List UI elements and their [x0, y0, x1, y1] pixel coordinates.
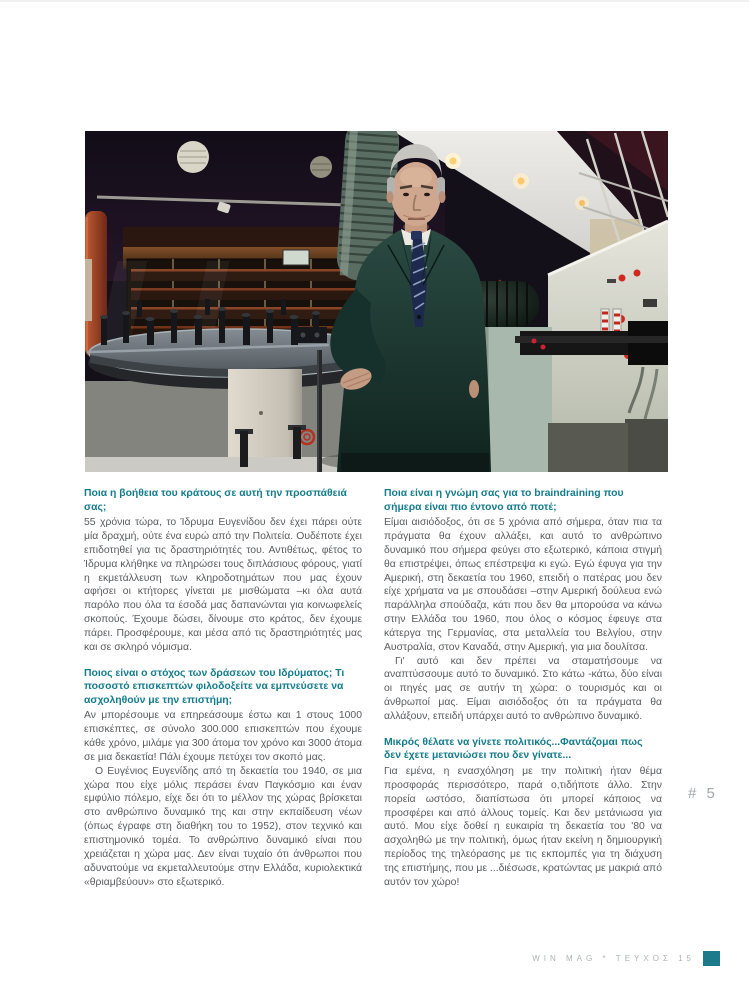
question-heading: Ποια η βοήθεια του κράτους σε αυτή την προσπάθειά σας; — [84, 488, 347, 513]
photo-scene — [85, 131, 668, 472]
qa-section — [384, 487, 662, 724]
eyes — [403, 193, 409, 197]
answer-paragraph: Ο Ευγένιος Ευγενίδης από τη δεκαετία του 1940, σε μια χώρα που είχε μόλις περάσει έναν Παγκόσμιο και έναν εμφύλιο πόλεμο, είχε δει ότι το μέλλον της χώρας βρίσκεται στο ανθρώπινο δυναμικό της και στην εκπαίδευση νέων (όπως έγραφε στη διαθήκη του το 1952), στον τεχνικό και επιστημονικό τομέα. Το ανθρώπινο δυναμικό είναι που χρειάζεται η χώρα μας. Δεν είναι τυχαίο ότι άνθρωποι που αδυνατούμε να εκμεταλλευτούμε στην Ελλάδα, κυριολεκτικά «θριαμβεύουν» στο εξωτερικό. — [84, 765, 362, 888]
interview-photo — [85, 131, 668, 472]
page-footer — [0, 949, 720, 967]
question-heading: Ποια είναι η γνώμη σας για το braindraining που σήμερα είναι πιο έντονο από ποτέ; — [384, 488, 624, 513]
article-column-right — [384, 487, 662, 902]
qa-section — [384, 736, 662, 890]
question-heading: Μικρός θέλατε να γίνετε πολιτικός...Φαντάζομαι πως δεν έχετε μετανιώσει που δεν γίνατε... — [384, 736, 643, 762]
trousers — [341, 453, 489, 472]
interview-article — [84, 487, 662, 902]
answer-paragraph: Γι' αυτό και δεν πρέπει να σταματήσουμε να αναπτύσσουμε αυτό το δυναμικό. Στο κάτω -κάτω, δύο είναι οι πηγές μας σε αυτήν τη χώρα: ο τουρισμός και οι άνθρωποί μας. Είμαι αισιόδοξος ότι τα πράγματα θα αλλάξουν, επειδή υπάρχει αυτό το ανθρώπινο δυναμικό. — [384, 655, 662, 722]
left-hand — [469, 380, 479, 398]
page-number: # 5 — [688, 785, 718, 802]
qa-section — [84, 487, 362, 655]
answer-paragraph: Για εμένα, η ενασχόληση με την πολιτική ήταν θέμα προσφοράς περισσότερο, παρά ο,τιδήποτε άλλο. Στην πορεία ωστόσο, διαπίστωσα ότι μπορεί κάποιος να προσφέρει και από άλλους τομείς. Και δεν μετάνιωσα για αυτό. Μου είχε δοθεί η ευκαιρία τη δεκαετία του '80 να ασχοληθώ με την πολιτική, όμως ήταν εκείνη η δημιουργική περίοδος της τηλεόρασης με τις εκπομπές για τη διάχυση της επιστήμης, που με ...διέσωσε, κρατώντας με μακριά από αυτόν τον χώρο! — [384, 766, 662, 888]
answer-paragraph: Αν μπορέσουμε να επηρεάσουμε έστω και 1 στους 1000 επισκέπτες, σε σύνολο 300.000 επισκεπτών που έχουμε κάθε χρόνο, μιλάμε για 300 άτομα τον χρόνο και 3000 άτομα σε μια δεκαετία! Πάλι έχουμε πετύχει τον σκοπό μας. — [84, 710, 362, 763]
question-heading: Ποιος είναι ο στόχος των δράσεων του Ιδρύματος; Τι ποσοστό επισκεπτών φιλοδοξείτε να εμπνεύσετε να ασχοληθούν με την επιστήμη; — [84, 667, 345, 706]
article-column-left — [84, 487, 362, 902]
jacket-button — [417, 315, 421, 319]
footer-text: WIN MAG * ΤΕΥΧΟΣ 15 — [532, 953, 695, 963]
answer-paragraph: Είμαι αισιόδοξος, ότι σε 5 χρόνια από σήμερα, όταν πια τα πράγματα θα έχουν αλλάξει, και αυτό το ανθρώπινο δυναμικό που σήμερα φεύγει στο εξωτερικό, κάποια στιγμή θα επιστρέψει, όπως επέστρεψα κι εγώ. Εγώ έφυγα για την Αμερική, στη δεκαετία του 1960, επειδή ο πατέρας μου δεν είχε χρήματα να με σπουδάσει –στην Αμερική δούλευα ενώ παράλληλα σπούδαζα, κάτι που δεν θα μπορούσα να κάνω στην Ελλάδα του 1960, που όλος ο κόσμος έφευγε στα κάτεργα της Γερμανίας, στα μεταλλεία του Βελγίου, στην Αυστραλία, στον Καναδά, στην Αμερική, για μια δουλίτσα. — [384, 517, 662, 653]
answer-paragraph: 55 χρόνια τώρα, το Ίδρυμα Ευγενίδου δεν έχει πάρει ούτε μία δραχμή, ούτε ένα ευρώ από την Πολιτεία. Ουδέποτε έχει επιδοτηθεί για τις δραστηριότητές του. Αντιθέτως, φέτος το Ίδρυμα κλήθηκε να πληρώσει τους διπλάσιους φόρους, γιατί η εκμετάλλευση των κληροδοτημάτων που μας έχουν αφήσει οι κτήτορες γίνεται με μισθώματα –κι όλα αυτά παρόλο που όλα τα έσοδά μας δαπανώνται για κοινωφελείς σκοπούς. Έχουμε δώσει, δίνουμε στο κράτος, δεν έχουμε πάρει. Προσφέρουμε, και μέσα από τις δραστηριότητές μας και σε σκληρό νόμισμα. — [84, 517, 362, 653]
footer-accent-square — [703, 951, 720, 966]
qa-section — [84, 667, 362, 890]
